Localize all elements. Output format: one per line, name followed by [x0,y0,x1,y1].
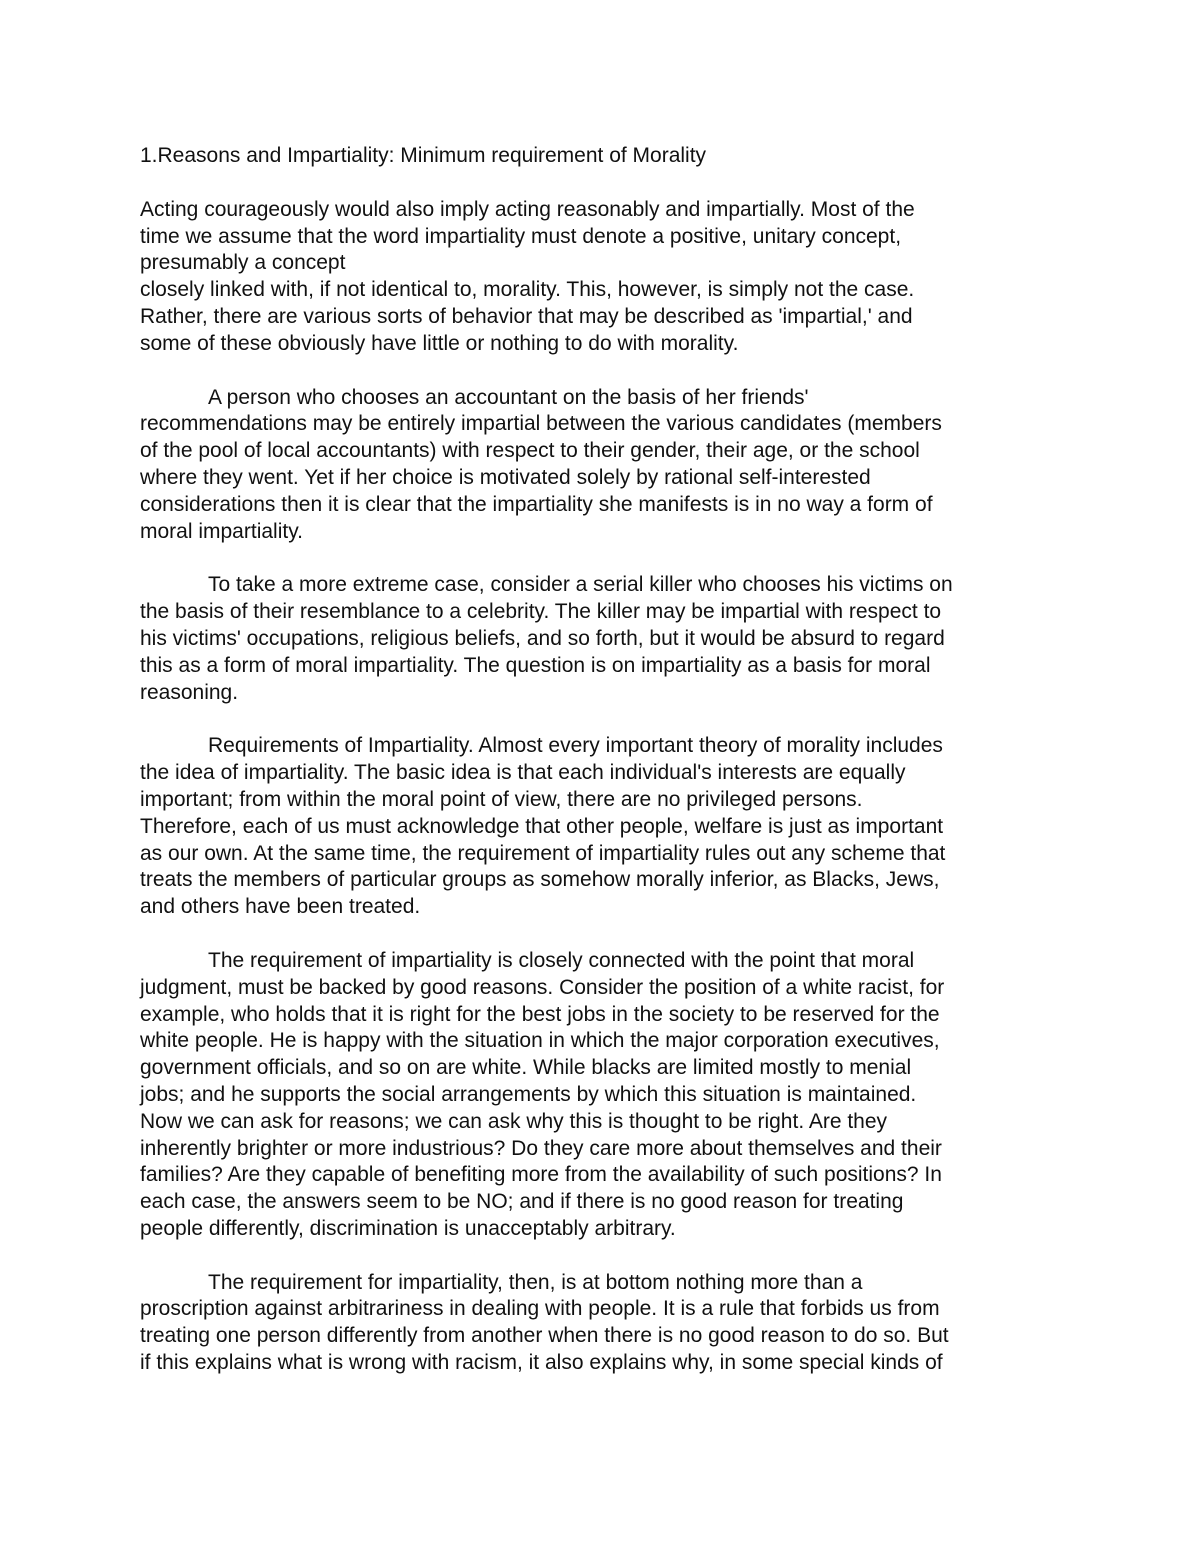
text-line: recommendations may be entirely impartial between the various candidates (members [140,412,942,436]
paragraph [140,385,1050,546]
paragraph [140,733,1050,921]
text-line: jobs; and he supports the social arrangements by which this situation is maintained. [140,1082,917,1106]
text-line: presumably a concept [140,251,346,275]
text-line: each case, the answers seem to be NO; and if there is no good reason for treating [140,1190,904,1214]
text-line: time we assume that the word impartiality must denote a positive, unitary concept, [140,224,902,248]
paragraph-gap [140,706,1050,733]
text-line: important; from within the moral point of view, there are no privileged persons. [140,787,863,811]
text-line: treating one person differently from another when there is no good reason to do so. But [140,1324,949,1348]
text-line: Acting courageously would also imply acting reasonably and impartially. Most of the [140,197,915,221]
text-line: where they went. Yet if her choice is motivated solely by rational self-interested [140,465,871,489]
text-line: closely linked with, if not identical to, morality. This, however, is simply not the case. [140,278,915,302]
text-line: judgment, must be backed by good reasons. Consider the position of a white racist, for [140,975,945,999]
text-line: reasoning. [140,680,239,704]
text-line: some of these obviously have little or nothing to do with morality. [140,331,739,355]
paragraph-list [140,197,1050,1377]
text-line: families? Are they capable of benefiting more from the availability of such positions? In [140,1163,942,1187]
text-line: people differently, discrimination is unacceptably arbitrary. [140,1216,676,1240]
text-line: considerations then it is clear that the impartiality she manifests is in no way a form of [140,492,933,516]
document-body [140,143,1050,1377]
paragraph [140,948,1050,1243]
text-line: Rather, there are various sorts of behavior that may be described as 'impartial,' and [140,304,913,328]
text-line: his victims' occupations, religious beliefs, and so forth, but it would be absurd to regard [140,626,945,650]
text-line: this as a form of moral impartiality. The question is on impartiality as a basis for moral [140,653,931,677]
text-line: The requirement of impartiality is closely connected with the point that moral [208,948,915,972]
paragraph [140,197,1050,358]
text-line: the basis of their resemblance to a celebrity. The killer may be impartial with respect to [140,600,942,624]
text-line: and others have been treated. [140,895,421,919]
text-line: The requirement for impartiality, then, is at bottom nothing more than a [208,1270,863,1294]
text-line: To take a more extreme case, consider a serial killer who chooses his victims on [208,573,953,597]
paragraph-gap [140,545,1050,572]
text-line: Therefore, each of us must acknowledge that other people, welfare is just as important [140,814,944,838]
text-line: Requirements of Impartiality. Almost every important theory of morality includes [208,734,943,758]
text-line: treats the members of particular groups as somehow morally inferior, as Blacks, Jews, [140,868,940,892]
paragraph-gap [140,358,1050,385]
spacer [140,170,1050,197]
text-line: moral impartiality. [140,519,303,543]
text-line: if this explains what is wrong with racism, it also explains why, in some special kinds of [140,1351,943,1375]
paragraph [140,1270,1050,1377]
paragraph-gap [140,1243,1050,1270]
text-line: Now we can ask for reasons; we can ask why this is thought to be right. Are they [140,1109,888,1133]
text-line: government officials, and so on are white. While blacks are limited mostly to menial [140,1056,912,1080]
text-line: of the pool of local accountants) with respect to their gender, their age, or the school [140,439,920,463]
text-line: the idea of impartiality. The basic idea is that each individual's interests are equally [140,761,906,785]
section-heading: 1.Reasons and Impartiality: Minimum requirement of Morality [140,144,707,167]
text-line: as our own. At the same time, the requirement of impartiality rules out any scheme that [140,841,946,865]
paragraph [140,572,1050,706]
text-line: proscription against arbitrariness in dealing with people. It is a rule that forbids us from [140,1297,940,1321]
text-line: example, who holds that it is right for the best jobs in the society to be reserved for the [140,1002,940,1026]
text-line: white people. He is happy with the situation in which the major corporation executives, [140,1029,940,1053]
paragraph-gap [140,921,1050,948]
text-line: A person who chooses an accountant on the basis of her friends' [208,385,809,409]
text-line: inherently brighter or more industrious? Do they care more about themselves and their [140,1136,942,1160]
